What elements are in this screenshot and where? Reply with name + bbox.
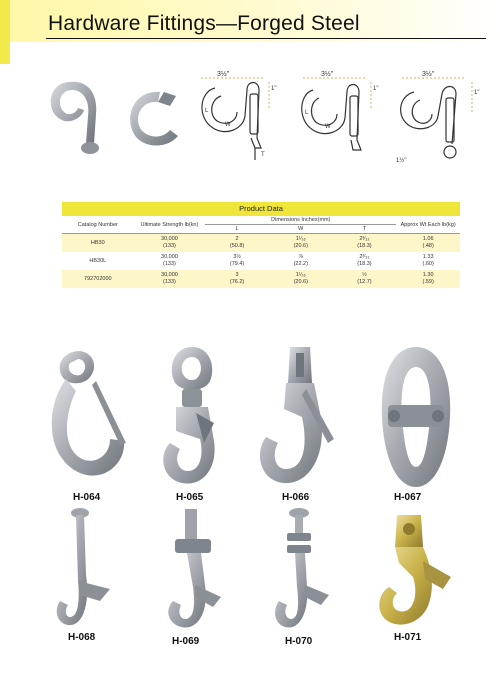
product-image-h066 — [250, 343, 350, 491]
svg-text:1": 1" — [271, 86, 277, 92]
product-label-h071: H-071 — [394, 632, 422, 643]
hook-diagram-3 — [392, 68, 488, 168]
diagram-1-width-label: 3½" — [217, 71, 230, 78]
product-image-h065 — [152, 343, 232, 491]
product-image-h071 — [365, 505, 461, 633]
hook-photo-2 — [120, 86, 188, 158]
svg-text:T: T — [261, 152, 265, 158]
product-label-h066: H-066 — [282, 492, 310, 503]
product-image-h064 — [40, 345, 140, 485]
svg-text:1½": 1½" — [396, 158, 407, 164]
table-row: 792702000 30,000 (133) 3 (76.2) 1¹⁄₁₆ (20.6) ½ (12.7) 1.30 (.59) — [62, 270, 460, 288]
hook-photo-1 — [40, 72, 120, 168]
table-header-row — [62, 216, 460, 225]
product-label-h069: H-069 — [172, 636, 200, 647]
col-weight: Approx Wt Each lb(kg) — [396, 216, 460, 234]
product-label-h067: H-067 — [394, 492, 422, 503]
table-row: HB30L 30,000 (133) 3½ (79.4) ⅞ (22.2) 2³⁄₃₂ (18.3) 1.33 (.60) — [89, 254, 434, 267]
svg-text:3½": 3½" — [422, 71, 435, 78]
col-w: W — [269, 225, 333, 234]
product-image-h068 — [50, 505, 130, 633]
svg-text:W: W — [225, 122, 231, 128]
col-dimensions: Dimensions Inches(mm) — [205, 216, 396, 225]
table-row: HB30 30,000 (133) 2 (50.8) 1¹⁄₁₆ (20.6) 2³⁄₃₂ (18.3) 1.06 (.48) — [62, 234, 460, 253]
product-label-h068: H-068 — [68, 632, 96, 643]
page-title: Hardware Fittings—Forged Steel — [48, 12, 360, 35]
col-t: T — [333, 225, 397, 234]
title-rule — [46, 38, 486, 39]
svg-text:W: W — [325, 124, 331, 130]
top-figures — [0, 62, 500, 170]
col-l: L — [205, 225, 269, 234]
svg-text:L: L — [305, 110, 309, 116]
product-data-table — [62, 202, 460, 288]
svg-text:1": 1" — [474, 90, 480, 96]
product-label-h064: H-064 — [73, 492, 101, 503]
svg-text:3½": 3½" — [321, 71, 334, 78]
product-label-h065: H-065 — [176, 492, 204, 503]
hook-diagram-2 — [295, 68, 385, 168]
hook-diagram-1 — [195, 68, 285, 168]
product-data-title: Product Data — [62, 202, 460, 216]
svg-text:L: L — [205, 108, 209, 114]
product-image-h067 — [368, 343, 464, 491]
svg-text:1": 1" — [373, 86, 379, 92]
product-label-h070: H-070 — [285, 636, 313, 647]
product-image-h070 — [265, 505, 345, 633]
col-strength: Ultimate Strength lb(kn) — [134, 216, 206, 234]
product-image-h069 — [155, 505, 235, 633]
col-catalog: Catalog Number — [62, 216, 134, 234]
accent-side-bar — [0, 0, 10, 64]
